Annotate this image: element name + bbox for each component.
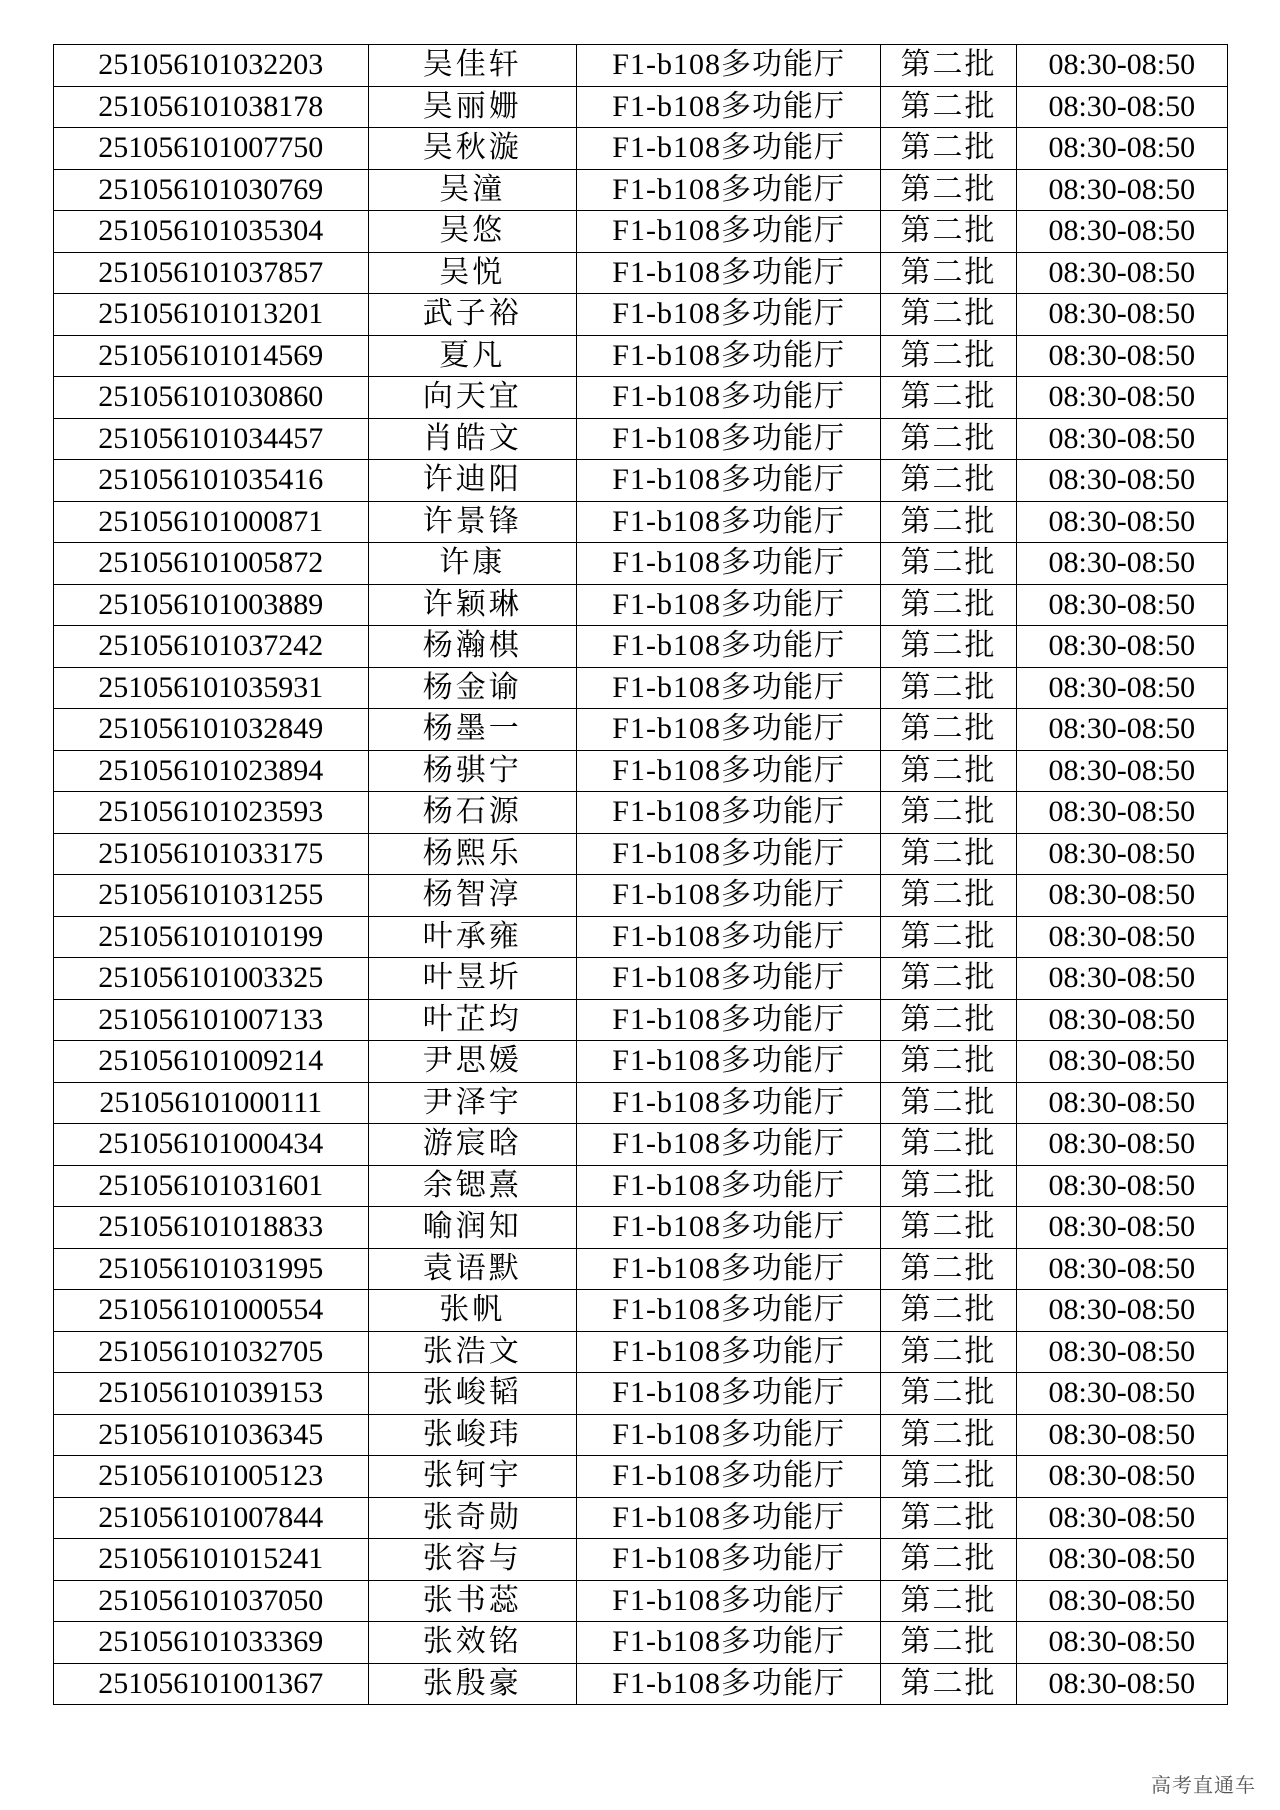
candidate-id-cell: 251056101015241 [54, 1539, 369, 1581]
exam-room-cell: F1-b108多功能厅 [576, 1497, 881, 1539]
candidate-id-cell: 251056101001367 [54, 1663, 369, 1705]
candidate-id-cell: 251056101034457 [54, 418, 369, 460]
batch-cell: 第二批 [881, 1663, 1016, 1705]
candidate-id-cell: 251056101035304 [54, 211, 369, 253]
roster-table-body [54, 45, 1228, 1705]
exam-room-cell: F1-b108多功能厅 [576, 418, 881, 460]
batch-cell: 第二批 [881, 750, 1016, 792]
batch-cell: 第二批 [881, 418, 1016, 460]
time-slot-cell: 08:30-08:50 [1016, 1622, 1227, 1664]
time-slot-cell: 08:30-08:50 [1016, 294, 1227, 336]
candidate-name-cell: 张钶宇 [368, 1456, 576, 1498]
table-row [54, 999, 1228, 1041]
time-slot-cell: 08:30-08:50 [1016, 1663, 1227, 1705]
candidate-id-cell: 251056101036345 [54, 1414, 369, 1456]
candidate-id-cell: 251056101000111 [54, 1082, 369, 1124]
exam-room-cell: F1-b108多功能厅 [576, 460, 881, 502]
exam-room-cell: F1-b108多功能厅 [576, 1414, 881, 1456]
table-row [54, 294, 1228, 336]
table-row [54, 1539, 1228, 1581]
exam-room-cell: F1-b108多功能厅 [576, 626, 881, 668]
candidate-name-cell: 叶芷均 [368, 999, 576, 1041]
table-row [54, 128, 1228, 170]
exam-room-cell: F1-b108多功能厅 [576, 958, 881, 1000]
time-slot-cell: 08:30-08:50 [1016, 211, 1227, 253]
exam-room-cell: F1-b108多功能厅 [576, 916, 881, 958]
candidate-id-cell: 251056101031601 [54, 1165, 369, 1207]
watermark: 高考直通车 [1151, 1773, 1256, 1797]
batch-cell: 第二批 [881, 211, 1016, 253]
exam-room-cell: F1-b108多功能厅 [576, 1331, 881, 1373]
roster-sheet [53, 44, 1228, 1705]
candidate-id-cell: 251056101032849 [54, 709, 369, 751]
candidate-id-cell: 251056101013201 [54, 294, 369, 336]
batch-cell: 第二批 [881, 128, 1016, 170]
batch-cell: 第二批 [881, 1248, 1016, 1290]
exam-room-cell: F1-b108多功能厅 [576, 252, 881, 294]
table-row [54, 1663, 1228, 1705]
table-row [54, 335, 1228, 377]
candidate-id-cell: 251056101007133 [54, 999, 369, 1041]
time-slot-cell: 08:30-08:50 [1016, 501, 1227, 543]
candidate-name-cell: 张奇勋 [368, 1497, 576, 1539]
exam-room-cell: F1-b108多功能厅 [576, 543, 881, 585]
time-slot-cell: 08:30-08:50 [1016, 584, 1227, 626]
table-row [54, 1580, 1228, 1622]
candidate-name-cell: 杨熙乐 [368, 833, 576, 875]
table-row [54, 1497, 1228, 1539]
batch-cell: 第二批 [881, 1580, 1016, 1622]
candidate-id-cell: 251056101031995 [54, 1248, 369, 1290]
time-slot-cell: 08:30-08:50 [1016, 958, 1227, 1000]
table-row [54, 86, 1228, 128]
time-slot-cell: 08:30-08:50 [1016, 916, 1227, 958]
time-slot-cell: 08:30-08:50 [1016, 1456, 1227, 1498]
batch-cell: 第二批 [881, 667, 1016, 709]
time-slot-cell: 08:30-08:50 [1016, 626, 1227, 668]
exam-room-cell: F1-b108多功能厅 [576, 1663, 881, 1705]
candidate-name-cell: 袁语默 [368, 1248, 576, 1290]
time-slot-cell: 08:30-08:50 [1016, 750, 1227, 792]
exam-room-cell: F1-b108多功能厅 [576, 1124, 881, 1166]
batch-cell: 第二批 [881, 1539, 1016, 1581]
batch-cell: 第二批 [881, 1165, 1016, 1207]
time-slot-cell: 08:30-08:50 [1016, 1248, 1227, 1290]
candidate-id-cell: 251056101038178 [54, 86, 369, 128]
batch-cell: 第二批 [881, 1082, 1016, 1124]
time-slot-cell: 08:30-08:50 [1016, 1497, 1227, 1539]
batch-cell: 第二批 [881, 999, 1016, 1041]
time-slot-cell: 08:30-08:50 [1016, 709, 1227, 751]
exam-room-cell: F1-b108多功能厅 [576, 999, 881, 1041]
candidate-id-cell: 251056101030860 [54, 377, 369, 419]
table-row [54, 584, 1228, 626]
candidate-id-cell: 251056101039153 [54, 1373, 369, 1415]
batch-cell: 第二批 [881, 958, 1016, 1000]
candidate-id-cell: 251056101023894 [54, 750, 369, 792]
batch-cell: 第二批 [881, 543, 1016, 585]
candidate-name-cell: 吴丽姗 [368, 86, 576, 128]
batch-cell: 第二批 [881, 169, 1016, 211]
table-row [54, 1248, 1228, 1290]
candidate-id-cell: 251056101007750 [54, 128, 369, 170]
table-row [54, 1041, 1228, 1083]
batch-cell: 第二批 [881, 626, 1016, 668]
candidate-name-cell: 杨墨一 [368, 709, 576, 751]
batch-cell: 第二批 [881, 584, 1016, 626]
batch-cell: 第二批 [881, 1373, 1016, 1415]
exam-room-cell: F1-b108多功能厅 [576, 1165, 881, 1207]
candidate-id-cell: 251056101009214 [54, 1041, 369, 1083]
table-row [54, 1622, 1228, 1664]
candidate-id-cell: 251056101023593 [54, 792, 369, 834]
candidate-name-cell: 尹思媛 [368, 1041, 576, 1083]
exam-room-cell: F1-b108多功能厅 [576, 211, 881, 253]
candidate-name-cell: 杨瀚棋 [368, 626, 576, 668]
candidate-name-cell: 尹泽宇 [368, 1082, 576, 1124]
candidate-name-cell: 吴秋漩 [368, 128, 576, 170]
exam-room-cell: F1-b108多功能厅 [576, 1622, 881, 1664]
table-row [54, 792, 1228, 834]
batch-cell: 第二批 [881, 833, 1016, 875]
time-slot-cell: 08:30-08:50 [1016, 335, 1227, 377]
table-row [54, 501, 1228, 543]
exam-room-cell: F1-b108多功能厅 [576, 128, 881, 170]
exam-room-cell: F1-b108多功能厅 [576, 750, 881, 792]
exam-room-cell: F1-b108多功能厅 [576, 1580, 881, 1622]
time-slot-cell: 08:30-08:50 [1016, 1414, 1227, 1456]
roster-table [53, 44, 1228, 1705]
batch-cell: 第二批 [881, 792, 1016, 834]
candidate-id-cell: 251056101014569 [54, 335, 369, 377]
time-slot-cell: 08:30-08:50 [1016, 667, 1227, 709]
candidate-id-cell: 251056101037050 [54, 1580, 369, 1622]
candidate-name-cell: 吴悦 [368, 252, 576, 294]
time-slot-cell: 08:30-08:50 [1016, 252, 1227, 294]
candidate-name-cell: 向天宜 [368, 377, 576, 419]
time-slot-cell: 08:30-08:50 [1016, 128, 1227, 170]
table-row [54, 750, 1228, 792]
candidate-name-cell: 杨石源 [368, 792, 576, 834]
time-slot-cell: 08:30-08:50 [1016, 1290, 1227, 1332]
candidate-name-cell: 张书蕊 [368, 1580, 576, 1622]
candidate-name-cell: 杨智淳 [368, 875, 576, 917]
time-slot-cell: 08:30-08:50 [1016, 460, 1227, 502]
candidate-name-cell: 许景锋 [368, 501, 576, 543]
table-row [54, 916, 1228, 958]
table-row [54, 958, 1228, 1000]
batch-cell: 第二批 [881, 1331, 1016, 1373]
table-row [54, 1331, 1228, 1373]
candidate-id-cell: 251056101003325 [54, 958, 369, 1000]
table-row [54, 1165, 1228, 1207]
table-row [54, 460, 1228, 502]
table-row [54, 45, 1228, 87]
batch-cell: 第二批 [881, 377, 1016, 419]
exam-room-cell: F1-b108多功能厅 [576, 294, 881, 336]
table-row [54, 543, 1228, 585]
candidate-id-cell: 251056101000434 [54, 1124, 369, 1166]
candidate-name-cell: 武子裕 [368, 294, 576, 336]
time-slot-cell: 08:30-08:50 [1016, 1124, 1227, 1166]
table-row [54, 418, 1228, 460]
candidate-id-cell: 251056101035416 [54, 460, 369, 502]
exam-room-cell: F1-b108多功能厅 [576, 169, 881, 211]
batch-cell: 第二批 [881, 1207, 1016, 1249]
exam-room-cell: F1-b108多功能厅 [576, 584, 881, 626]
batch-cell: 第二批 [881, 875, 1016, 917]
batch-cell: 第二批 [881, 86, 1016, 128]
exam-room-cell: F1-b108多功能厅 [576, 1539, 881, 1581]
candidate-id-cell: 251056101031255 [54, 875, 369, 917]
time-slot-cell: 08:30-08:50 [1016, 875, 1227, 917]
candidate-id-cell: 251056101035931 [54, 667, 369, 709]
batch-cell: 第二批 [881, 709, 1016, 751]
exam-room-cell: F1-b108多功能厅 [576, 833, 881, 875]
candidate-id-cell: 251056101003889 [54, 584, 369, 626]
exam-room-cell: F1-b108多功能厅 [576, 709, 881, 751]
candidate-name-cell: 张浩文 [368, 1331, 576, 1373]
batch-cell: 第二批 [881, 1124, 1016, 1166]
exam-room-cell: F1-b108多功能厅 [576, 86, 881, 128]
candidate-id-cell: 251056101030769 [54, 169, 369, 211]
candidate-id-cell: 251056101005123 [54, 1456, 369, 1498]
candidate-id-cell: 251056101018833 [54, 1207, 369, 1249]
time-slot-cell: 08:30-08:50 [1016, 833, 1227, 875]
candidate-id-cell: 251056101000871 [54, 501, 369, 543]
candidate-name-cell: 杨骐宁 [368, 750, 576, 792]
exam-room-cell: F1-b108多功能厅 [576, 1373, 881, 1415]
candidate-id-cell: 251056101033175 [54, 833, 369, 875]
candidate-id-cell: 251056101033369 [54, 1622, 369, 1664]
candidate-id-cell: 251056101000554 [54, 1290, 369, 1332]
exam-room-cell: F1-b108多功能厅 [576, 1248, 881, 1290]
time-slot-cell: 08:30-08:50 [1016, 1082, 1227, 1124]
exam-room-cell: F1-b108多功能厅 [576, 1041, 881, 1083]
candidate-name-cell: 吴悠 [368, 211, 576, 253]
candidate-name-cell: 张峻玮 [368, 1414, 576, 1456]
exam-room-cell: F1-b108多功能厅 [576, 1082, 881, 1124]
table-row [54, 1082, 1228, 1124]
exam-room-cell: F1-b108多功能厅 [576, 1456, 881, 1498]
candidate-name-cell: 张峻韬 [368, 1373, 576, 1415]
time-slot-cell: 08:30-08:50 [1016, 999, 1227, 1041]
time-slot-cell: 08:30-08:50 [1016, 1041, 1227, 1083]
candidate-id-cell: 251056101005872 [54, 543, 369, 585]
candidate-id-cell: 251056101032203 [54, 45, 369, 87]
table-row [54, 169, 1228, 211]
table-row [54, 377, 1228, 419]
time-slot-cell: 08:30-08:50 [1016, 86, 1227, 128]
table-row [54, 1373, 1228, 1415]
candidate-name-cell: 杨金谕 [368, 667, 576, 709]
candidate-name-cell: 吴佳轩 [368, 45, 576, 87]
candidate-name-cell: 许迪阳 [368, 460, 576, 502]
candidate-name-cell: 叶承雍 [368, 916, 576, 958]
table-row [54, 667, 1228, 709]
time-slot-cell: 08:30-08:50 [1016, 1373, 1227, 1415]
time-slot-cell: 08:30-08:50 [1016, 1165, 1227, 1207]
batch-cell: 第二批 [881, 1041, 1016, 1083]
batch-cell: 第二批 [881, 1497, 1016, 1539]
candidate-name-cell: 张殷豪 [368, 1663, 576, 1705]
batch-cell: 第二批 [881, 1414, 1016, 1456]
exam-room-cell: F1-b108多功能厅 [576, 335, 881, 377]
candidate-name-cell: 余锶熹 [368, 1165, 576, 1207]
exam-room-cell: F1-b108多功能厅 [576, 1207, 881, 1249]
table-row [54, 211, 1228, 253]
candidate-name-cell: 喻润知 [368, 1207, 576, 1249]
batch-cell: 第二批 [881, 1622, 1016, 1664]
table-row [54, 252, 1228, 294]
candidate-name-cell: 许康 [368, 543, 576, 585]
exam-room-cell: F1-b108多功能厅 [576, 45, 881, 87]
candidate-name-cell: 张效铭 [368, 1622, 576, 1664]
exam-room-cell: F1-b108多功能厅 [576, 667, 881, 709]
table-row [54, 626, 1228, 668]
candidate-id-cell: 251056101010199 [54, 916, 369, 958]
time-slot-cell: 08:30-08:50 [1016, 169, 1227, 211]
batch-cell: 第二批 [881, 294, 1016, 336]
candidate-name-cell: 夏凡 [368, 335, 576, 377]
batch-cell: 第二批 [881, 335, 1016, 377]
batch-cell: 第二批 [881, 1290, 1016, 1332]
candidate-name-cell: 吴潼 [368, 169, 576, 211]
table-row [54, 709, 1228, 751]
candidate-name-cell: 张容与 [368, 1539, 576, 1581]
candidate-name-cell: 肖皓文 [368, 418, 576, 460]
time-slot-cell: 08:30-08:50 [1016, 377, 1227, 419]
exam-room-cell: F1-b108多功能厅 [576, 377, 881, 419]
batch-cell: 第二批 [881, 1456, 1016, 1498]
time-slot-cell: 08:30-08:50 [1016, 543, 1227, 585]
table-row [54, 1124, 1228, 1166]
exam-room-cell: F1-b108多功能厅 [576, 501, 881, 543]
table-row [54, 833, 1228, 875]
table-row [54, 1290, 1228, 1332]
batch-cell: 第二批 [881, 501, 1016, 543]
candidate-id-cell: 251056101032705 [54, 1331, 369, 1373]
candidate-name-cell: 叶昱圻 [368, 958, 576, 1000]
time-slot-cell: 08:30-08:50 [1016, 45, 1227, 87]
candidate-id-cell: 251056101007844 [54, 1497, 369, 1539]
candidate-id-cell: 251056101037857 [54, 252, 369, 294]
batch-cell: 第二批 [881, 252, 1016, 294]
candidate-name-cell: 张帆 [368, 1290, 576, 1332]
batch-cell: 第二批 [881, 45, 1016, 87]
batch-cell: 第二批 [881, 460, 1016, 502]
table-row [54, 875, 1228, 917]
table-row [54, 1414, 1228, 1456]
batch-cell: 第二批 [881, 916, 1016, 958]
time-slot-cell: 08:30-08:50 [1016, 1580, 1227, 1622]
time-slot-cell: 08:30-08:50 [1016, 1539, 1227, 1581]
exam-room-cell: F1-b108多功能厅 [576, 1290, 881, 1332]
exam-room-cell: F1-b108多功能厅 [576, 792, 881, 834]
time-slot-cell: 08:30-08:50 [1016, 418, 1227, 460]
candidate-id-cell: 251056101037242 [54, 626, 369, 668]
table-row [54, 1456, 1228, 1498]
time-slot-cell: 08:30-08:50 [1016, 792, 1227, 834]
table-row [54, 1207, 1228, 1249]
candidate-name-cell: 许颖琳 [368, 584, 576, 626]
candidate-name-cell: 游宸晗 [368, 1124, 576, 1166]
time-slot-cell: 08:30-08:50 [1016, 1207, 1227, 1249]
exam-room-cell: F1-b108多功能厅 [576, 875, 881, 917]
time-slot-cell: 08:30-08:50 [1016, 1331, 1227, 1373]
